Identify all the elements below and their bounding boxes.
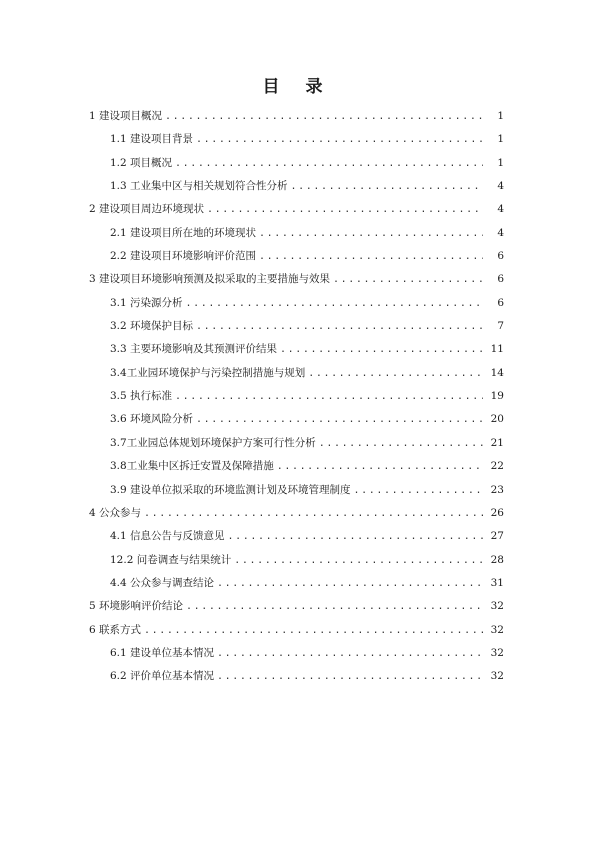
toc-entry-page-number: 26 — [490, 506, 504, 519]
toc-entry[interactable] — [0, 341, 595, 364]
toc-entry-page-number: 6 — [497, 273, 504, 286]
table-of-contents — [0, 108, 595, 692]
toc-entry-page-number: 32 — [490, 670, 504, 683]
toc-entry-label: 12.2 问卷调查与结果统计 — [110, 553, 232, 566]
toc-entry-label: 4.4 公众参与调查结论 — [110, 576, 215, 589]
toc-entry[interactable] — [0, 528, 595, 551]
toc-entry[interactable] — [0, 248, 595, 271]
toc-entry[interactable] — [0, 108, 595, 131]
toc-dot-leader — [196, 132, 483, 148]
toc-entry-label: 1 建设项目概况 — [89, 110, 163, 122]
toc-entry-page-number: 27 — [490, 530, 504, 543]
toc-dot-leader — [217, 576, 483, 592]
toc-dot-leader — [175, 389, 483, 405]
toc-entry[interactable] — [0, 622, 595, 645]
toc-entry-label: 2.2 建设项目环境影响评价范围 — [110, 250, 257, 263]
toc-entry-label: 3.2 环境保护目标 — [110, 320, 194, 333]
toc-entry-page-number: 23 — [490, 483, 504, 496]
toc-entry[interactable] — [0, 598, 595, 621]
toc-dot-leader — [308, 366, 483, 382]
toc-entry-label: 3.7工业园总体规划环境保护方案可行性分析 — [110, 436, 316, 449]
toc-entry[interactable] — [0, 482, 595, 505]
toc-entry-page-number: 4 — [497, 180, 504, 193]
toc-dot-leader — [319, 436, 483, 452]
toc-entry[interactable] — [0, 318, 595, 341]
toc-entry[interactable] — [0, 178, 595, 201]
toc-entry-label: 3.6 环境风险分析 — [110, 413, 194, 426]
page-title: 目 录 — [262, 77, 333, 97]
toc-entry-page-number: 4 — [497, 226, 504, 239]
toc-entry-label: 6 联系方式 — [89, 623, 142, 636]
toc-dot-leader — [228, 529, 483, 545]
toc-entry-page-number: 19 — [490, 390, 504, 403]
toc-entry-page-number: 20 — [490, 413, 504, 426]
toc-dot-leader — [277, 459, 483, 475]
toc-dot-leader — [144, 506, 483, 522]
toc-entry[interactable] — [0, 271, 595, 294]
toc-entry-label: 1.2 项目概况 — [110, 156, 173, 169]
toc-entry[interactable] — [0, 365, 595, 388]
toc-dot-leader — [259, 249, 483, 265]
toc-entry[interactable] — [0, 388, 595, 411]
toc-entry-page-number: 32 — [490, 646, 504, 659]
toc-entry-page-number: 1 — [497, 110, 504, 122]
toc-entry[interactable] — [0, 411, 595, 434]
toc-entry-label: 3.5 执行标准 — [110, 390, 173, 403]
toc-dot-leader — [280, 342, 483, 358]
toc-dot-leader — [234, 553, 483, 569]
toc-entry-label: 2.1 建设项目所在地的环境现状 — [110, 226, 257, 239]
toc-entry-page-number: 1 — [497, 156, 504, 169]
toc-entry[interactable] — [0, 552, 595, 575]
toc-dot-leader — [186, 296, 483, 312]
toc-dot-leader — [165, 109, 483, 125]
toc-entry-page-number: 4 — [497, 203, 504, 216]
toc-entry[interactable] — [0, 225, 595, 248]
toc-entry-label: 5 环境影响评价结论 — [89, 600, 184, 613]
toc-entry-label: 3.4工业园环境保护与污染控制措施与规划 — [110, 366, 306, 379]
toc-entry-page-number: 32 — [490, 623, 504, 636]
toc-dot-leader — [291, 179, 483, 195]
toc-dot-leader — [217, 646, 483, 662]
toc-entry-label: 1.1 建设项目背景 — [110, 133, 194, 146]
toc-entry-label: 6.2 评价单位基本情况 — [110, 670, 215, 683]
toc-entry-label: 6.1 建设单位基本情况 — [110, 646, 215, 659]
toc-dot-leader — [217, 669, 483, 685]
toc-dot-leader — [259, 226, 483, 242]
toc-entry[interactable] — [0, 458, 595, 481]
toc-entry-page-number: 6 — [497, 250, 504, 263]
toc-entry[interactable] — [0, 295, 595, 318]
toc-entry-page-number: 1 — [497, 133, 504, 146]
toc-dot-leader — [175, 156, 483, 172]
toc-dot-leader — [354, 483, 483, 499]
toc-entry-page-number: 31 — [490, 576, 504, 589]
toc-entry[interactable] — [0, 645, 595, 668]
toc-entry[interactable] — [0, 668, 595, 691]
toc-entry-page-number: 21 — [490, 436, 504, 449]
toc-dot-leader — [207, 202, 483, 218]
toc-entry-page-number: 32 — [490, 600, 504, 613]
toc-dot-leader — [186, 599, 483, 615]
toc-entry-label: 3.8工业集中区拆迁安置及保障措施 — [110, 460, 274, 473]
toc-entry-page-number: 22 — [490, 460, 504, 473]
toc-entry-label: 4.1 信息公告与反馈意见 — [110, 530, 225, 543]
toc-entry[interactable] — [0, 131, 595, 154]
toc-entry-label: 3.9 建设单位拟采取的环境监测计划及环境管理制度 — [110, 483, 351, 496]
toc-entry-page-number: 7 — [497, 320, 504, 333]
toc-entry-page-number: 6 — [497, 296, 504, 309]
toc-entry-page-number: 14 — [490, 366, 504, 379]
toc-dot-leader — [196, 319, 483, 335]
toc-entry[interactable] — [0, 575, 595, 598]
toc-entry[interactable] — [0, 155, 595, 178]
toc-entry-label: 3.3 主要环境影响及其预测评价结果 — [110, 343, 278, 356]
toc-entry[interactable] — [0, 505, 595, 528]
toc-entry-label: 4 公众参与 — [89, 506, 142, 519]
toc-entry-page-number: 11 — [490, 343, 504, 356]
toc-entry-label: 3 建设项目环境影响预测及拟采取的主要措施与效果 — [89, 273, 331, 286]
toc-entry-label: 1.3 工业集中区与相关规划符合性分析 — [110, 180, 288, 193]
toc-entry-page-number: 28 — [490, 553, 504, 566]
toc-entry[interactable] — [0, 435, 595, 458]
toc-dot-leader — [144, 623, 483, 639]
toc-dot-leader — [196, 412, 483, 428]
toc-entry-label: 2 建设项目周边环境现状 — [89, 203, 205, 216]
toc-entry-label: 3.1 污染源分析 — [110, 296, 183, 309]
toc-entry[interactable] — [0, 201, 595, 224]
toc-dot-leader — [333, 272, 483, 288]
